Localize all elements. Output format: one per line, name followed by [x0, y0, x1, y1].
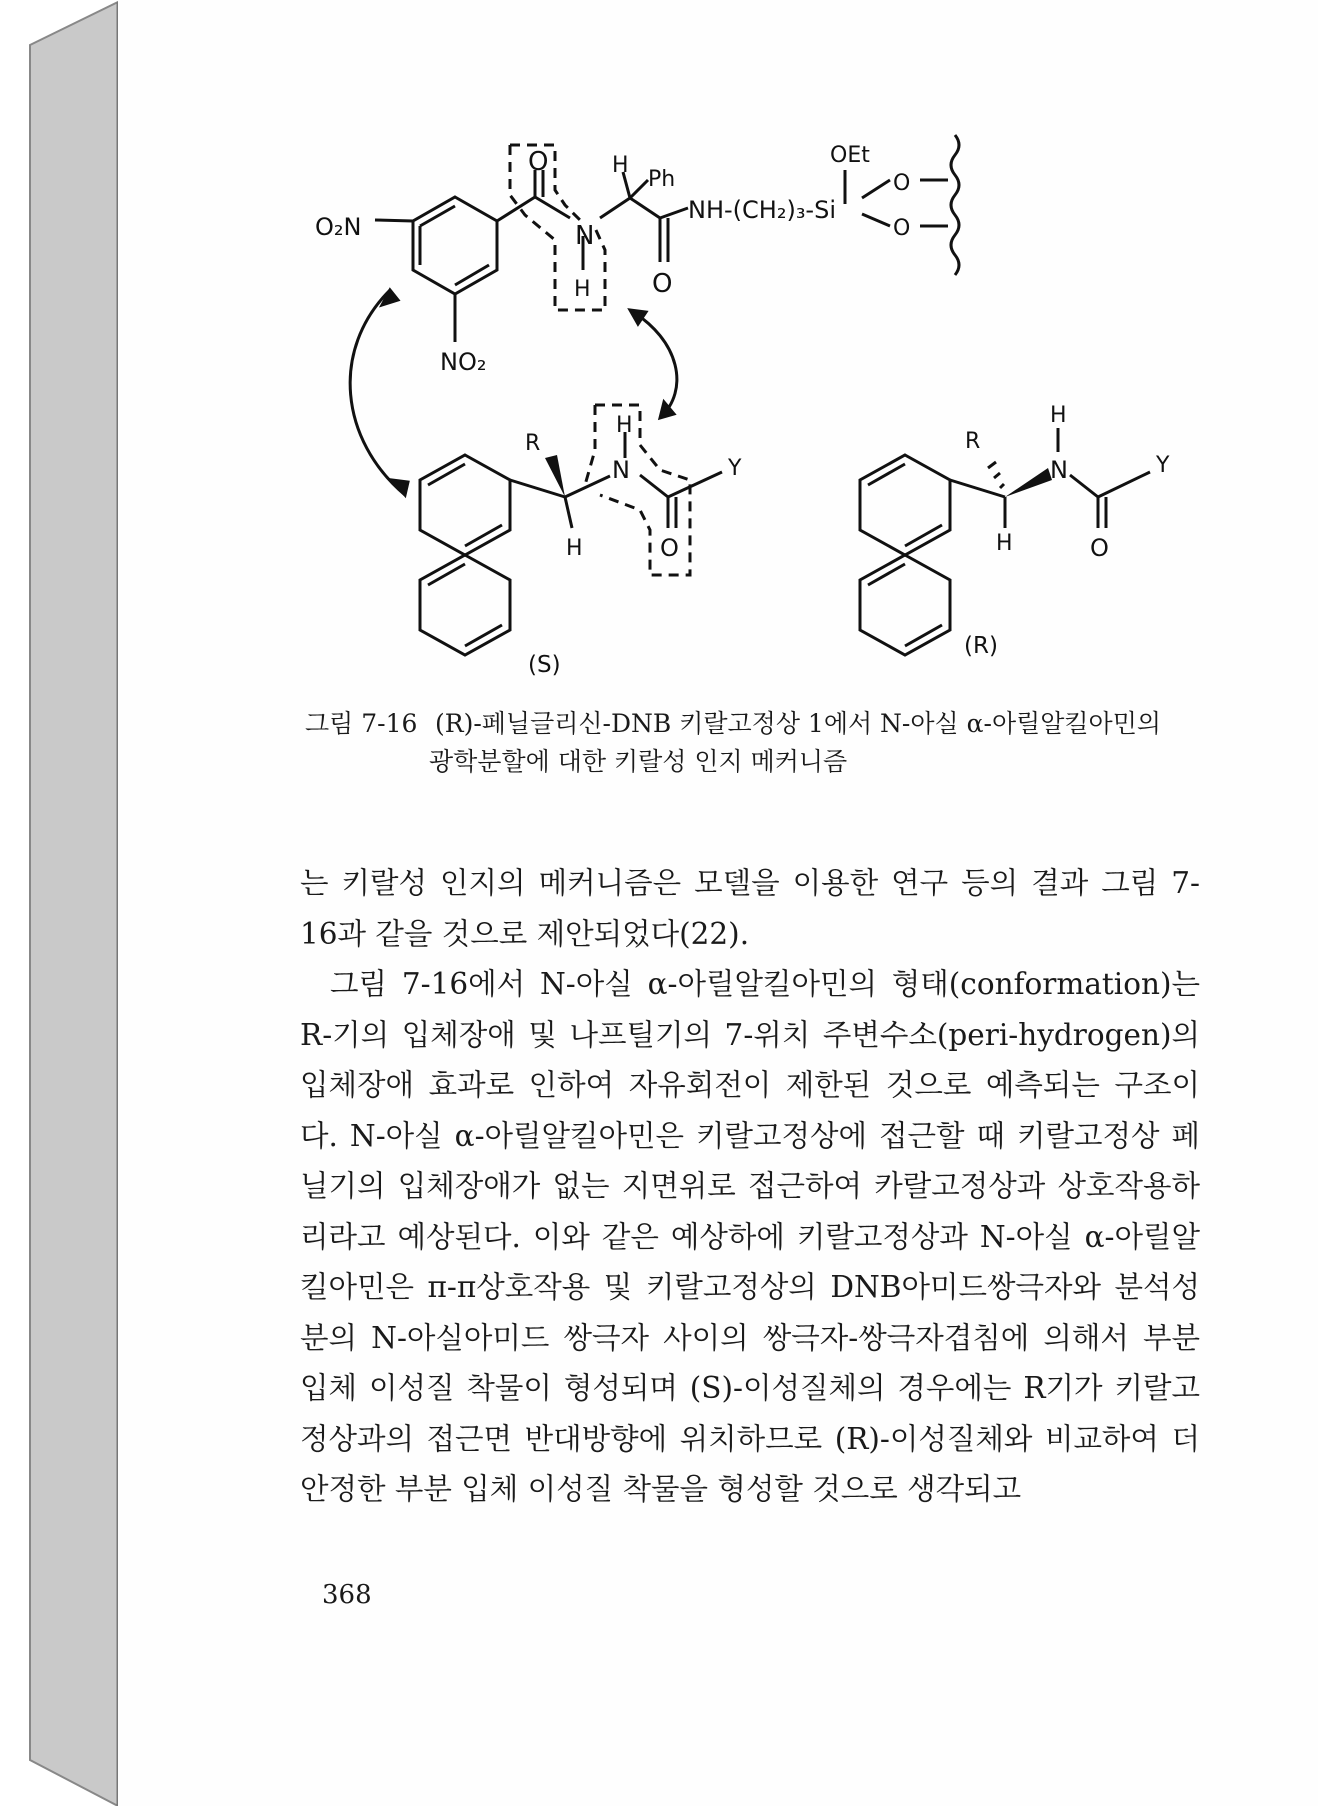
caption-text-1: (R)-페닐글리신-DNB 키랄고정상 1에서 N-아실 α-아릴알킬아민의 — [435, 709, 1162, 738]
caption-line-2: 광학분할에 대한 키랄성 인지 메커니즘 — [429, 747, 848, 776]
s-y-label: Y — [728, 456, 742, 481]
s-h-bottom-label: H — [566, 536, 583, 561]
r-isomer-label: (R) — [964, 633, 998, 659]
s-isomer-label: (S) — [528, 652, 561, 678]
body-text — [300, 858, 1200, 1515]
s-n-label: N — [612, 456, 630, 484]
nh-chain-label: NH-(CH₂)₃-Si — [688, 196, 836, 224]
chemical-structure-figure — [118, 0, 1318, 720]
page-number: 368 — [322, 1580, 372, 1610]
si-o-label-1: O — [893, 171, 911, 196]
carbonyl2-o-label: O — [652, 269, 673, 299]
oet-label: OEt — [830, 143, 870, 168]
s-o-label: O — [660, 534, 679, 562]
r-n-label: N — [1050, 456, 1068, 484]
r-h-top-label: H — [1050, 403, 1067, 428]
r-y-label: Y — [1156, 453, 1170, 478]
si-o-label-2: O — [893, 216, 911, 241]
r-o-label: O — [1090, 534, 1109, 562]
amide-n-label: N — [575, 221, 595, 251]
paragraph-2: 그림 7-16에서 N-아실 α-아릴알킬아민의 형태(conformation)는 R-기의 입체장애 및 나프틸기의 7-위치 주변수소(peri-hydrogen)의 입체장애 효과로 인하여 자유회전이 제한된 것으로 예측되는 구조이다. N-아실 α-아릴알킬아민은 키랄고정상에 접근할 때 키랄고정상 페닐기의 입체장애가 없는 지면위로 접근하여 카랄고정상과 상호작용하리라고 예상된다. 이와 같은 예상하에 키랄고정상과 N-아실 α-아릴알킬아민은 π-π상호작용 및 키랄고정상의 DNB아미드쌍극자와 분석성분의 N-아실아미드 쌍극자 사이의 쌍극자-쌍극자겹침에 의해서 부분 입체 이성질 착물이 형성되며 (S)-이성질체의 경우에는 R기가 키랄고정상과의 접근면 반대방향에 위치하므로 (R)-이성질체와 비교하여 더 안정한 부분 입체 이성질 착물을 형성할 것으로 생각되고 — [300, 967, 1200, 1506]
r-h-bottom-label: H — [996, 531, 1013, 556]
ph-label: Ph — [648, 167, 676, 192]
figure-caption — [305, 705, 1205, 781]
carbonyl-o-label: O — [528, 147, 549, 177]
caption-label: 그림 7-16 — [305, 709, 418, 738]
caption-line-1 — [305, 705, 1205, 743]
no2-label: NO₂ — [440, 348, 487, 376]
s-h-top-label: H — [616, 413, 633, 438]
benzene-ring — [413, 197, 497, 294]
amide-h-label: H — [574, 277, 591, 302]
o2n-label: O₂N — [315, 213, 362, 241]
paragraph-1: 는 키랄성 인지의 메커니즘은 모델을 이용한 연구 등의 결과 그림 7-16과 같을 것으로 제안되었다(22). — [300, 866, 1200, 951]
r-r-label: R — [965, 429, 981, 454]
s-r-label: R — [525, 431, 541, 456]
alpha-h-label: H — [612, 153, 629, 178]
